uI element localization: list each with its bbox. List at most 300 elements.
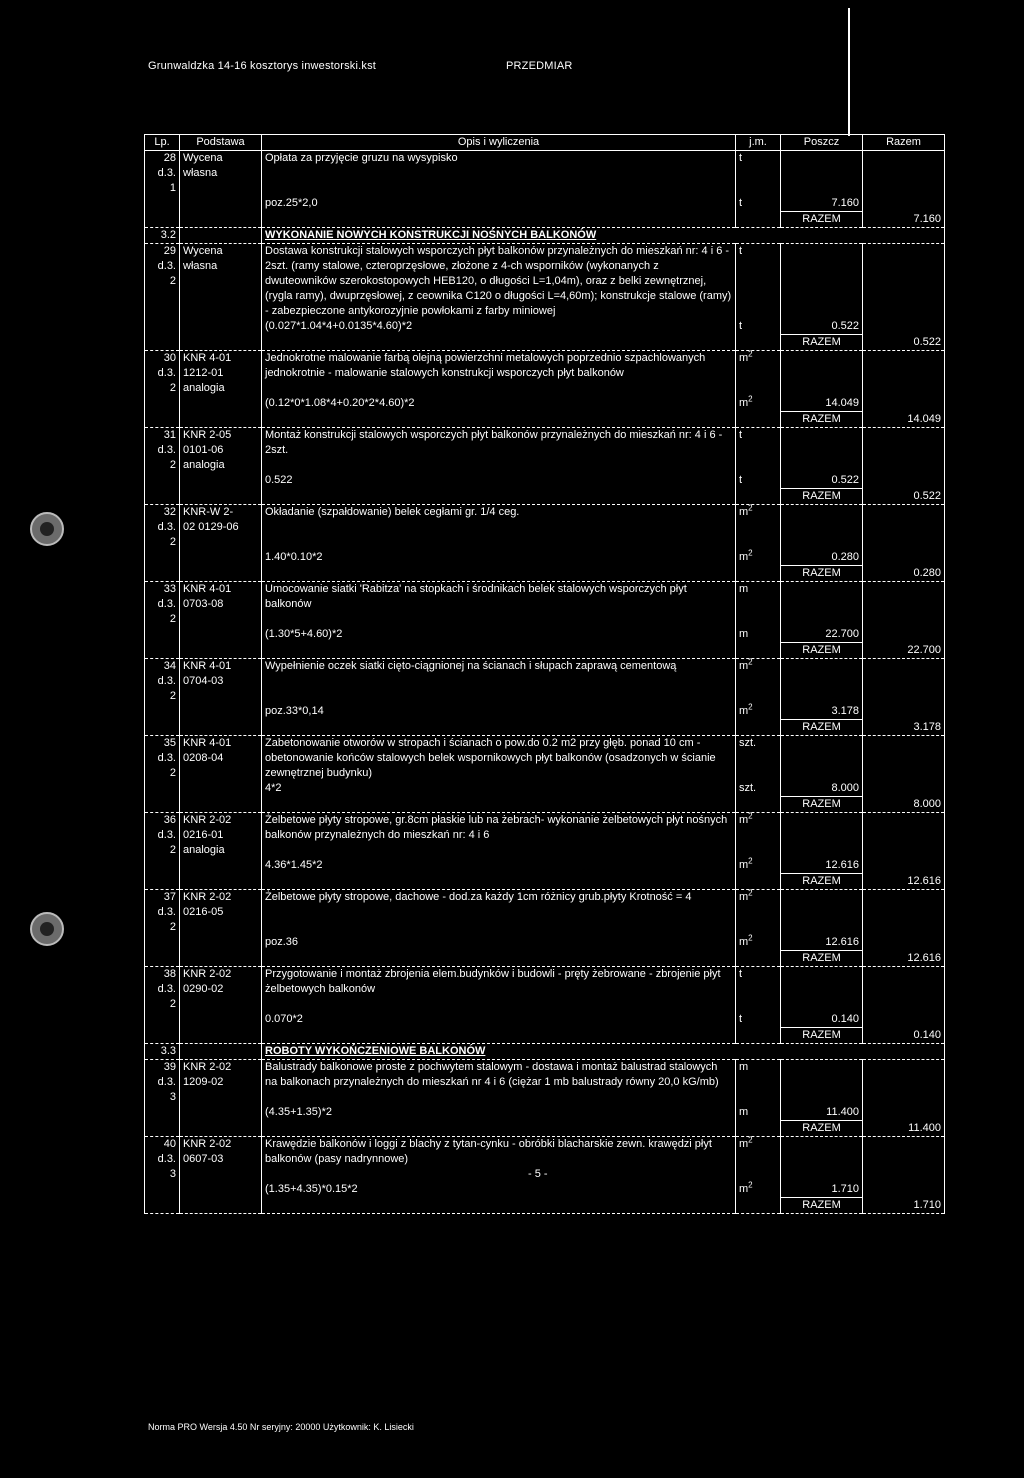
razem-label: RAZEM [781, 489, 863, 505]
col-header-poszcz: Poszcz [781, 135, 863, 151]
item-number [145, 151, 180, 197]
razem-spacer [180, 1028, 262, 1044]
item-basis-line: KNR 4-01 [183, 737, 232, 749]
item-basis-line: 0704-03 [183, 675, 224, 687]
item-unit: t [736, 151, 781, 197]
razem-value: 12.616 [863, 951, 945, 967]
razem-value: 22.700 [863, 643, 945, 659]
item-basis [180, 582, 262, 628]
calc-poszcz: 0.280 [781, 550, 863, 566]
item-description: Dostawa konstrukcji stalowych wsporczych płyt balkonów przynależnych do mieszkań nr: 4 i 6 - 2szt. (ramy stalowe, czteroprzęsłowe, złożone z 4-ch wsporników (wykonanych z dwuteowników szerokostopowych HEB120, o długości L=1,04m), oraz z belki zewnętrznej, (rygla ramy), dwuprzęsłowej, z ceownika C120 o długości L=4,60m); konstrukcje stalowe (ramy) - zabezpieczone antykorozyjnie powłokami z farby miniowej [262, 244, 736, 320]
item-basis-line: analogia [183, 382, 225, 394]
razem-spacer [262, 489, 736, 505]
item-number-line: 34 [163, 660, 176, 672]
razem-row [145, 1198, 945, 1214]
calc-poszcz: 12.616 [781, 935, 863, 951]
razem-value: 3.178 [863, 720, 945, 736]
item-unit: $m^2$ [736, 1137, 781, 1183]
item-number-line: 2 [169, 459, 176, 471]
table-row [145, 151, 945, 197]
calc-row [145, 858, 945, 874]
section-row [145, 1044, 945, 1060]
razem-spacer [262, 797, 736, 813]
item-basis-line: Wycena [183, 152, 223, 164]
calc-razem-empty [863, 781, 945, 797]
calc-razem-empty [863, 396, 945, 412]
calc-spacer [180, 1182, 262, 1198]
calc-spacer [145, 196, 180, 212]
item-number-line: d.3. [157, 675, 176, 687]
calc-spacer [145, 473, 180, 489]
item-basis-line: KNR 2-02 [183, 891, 232, 903]
table-row [145, 505, 945, 551]
razem-value: 8.000 [863, 797, 945, 813]
razem-row [145, 797, 945, 813]
razem-row [145, 643, 945, 659]
razem-value: 0.522 [863, 489, 945, 505]
item-number-line: 2 [169, 998, 176, 1010]
item-razem-empty [863, 244, 945, 320]
calc-formula: 4*2 [262, 781, 736, 797]
item-number-line: 2 [169, 767, 176, 779]
razem-label: RAZEM [781, 1028, 863, 1044]
item-description: Montaż konstrukcji stalowych wsporczych płyt balkonów przynależnych do mieszkań nr: 4 i 6 - 2szt. [262, 428, 736, 474]
item-razem-empty [863, 736, 945, 782]
section-title [262, 1044, 945, 1060]
superscript-two: 2 [748, 856, 753, 866]
superscript-two: 2 [748, 1135, 753, 1145]
table-row [145, 890, 945, 936]
item-basis-line: KNR 2-02 [183, 1138, 232, 1150]
superscript-two: 2 [748, 394, 753, 404]
superscript-two: 2 [748, 811, 753, 821]
razem-row [145, 874, 945, 890]
item-number-line: 28 [163, 152, 176, 164]
razem-spacer [145, 566, 180, 582]
section-title-text: ROBOTY WYKOŃCZENIOWE BALKONÓW [265, 1045, 486, 1057]
superscript-two: 2 [748, 349, 753, 359]
item-number [145, 659, 180, 705]
calc-row [145, 319, 945, 335]
item-unit: t [736, 428, 781, 474]
razem-spacer [145, 951, 180, 967]
calc-poszcz: 14.049 [781, 396, 863, 412]
item-basis-line: 0216-05 [183, 906, 224, 918]
item-basis-line: 0216-01 [183, 829, 224, 841]
section-row [145, 228, 945, 244]
razem-spacer [180, 335, 262, 351]
item-basis-line: KNR 4-01 [183, 660, 232, 672]
razem-spacer [180, 874, 262, 890]
item-poszcz-empty [781, 736, 863, 782]
calc-unit: $m^2$ [736, 396, 781, 412]
item-razem-empty [863, 1137, 945, 1183]
razem-spacer [145, 489, 180, 505]
razem-row [145, 489, 945, 505]
item-number-line: 2 [169, 844, 176, 856]
razem-value: 12.616 [863, 874, 945, 890]
item-number-line: 37 [163, 891, 176, 903]
calc-unit: $m^2$ [736, 704, 781, 720]
item-razem-empty [863, 428, 945, 474]
razem-spacer [180, 489, 262, 505]
item-number [145, 967, 180, 1013]
razem-spacer [736, 951, 781, 967]
item-basis [180, 967, 262, 1013]
razem-value: 0.280 [863, 566, 945, 582]
item-number-line: d.3. [157, 167, 176, 179]
razem-spacer [145, 1198, 180, 1214]
razem-spacer [736, 874, 781, 890]
table-row [145, 428, 945, 474]
item-basis-line: analogia [183, 844, 225, 856]
item-number-line: d.3. [157, 983, 176, 995]
section-spacer [180, 1044, 262, 1060]
item-number [145, 1137, 180, 1183]
calc-spacer [180, 196, 262, 212]
item-number-line: 3 [169, 1091, 176, 1103]
item-basis-line: 0290-02 [183, 983, 224, 995]
calc-formula: 1.40*0.10*2 [262, 550, 736, 566]
razem-spacer [262, 412, 736, 428]
calc-poszcz: 0.522 [781, 473, 863, 489]
section-title [262, 228, 945, 244]
calc-spacer [180, 704, 262, 720]
calc-row [145, 473, 945, 489]
razem-spacer [262, 1028, 736, 1044]
item-razem-empty [863, 890, 945, 936]
item-number-line: d.3. [157, 1153, 176, 1165]
software-footer: Norma PRO Wersja 4.50 Nr seryjny: 20000 Użytkownik: K. Lisiecki [148, 1422, 414, 1432]
item-description: Balustrady balkonowe proste z pochwytem stalowym - dostawa i montaż balustrad stalowych na balkonach przynależnych do mieszkań nr 4 i 6 (ciężar 1 mb balustrady równy 20,0 kG/mb) [262, 1060, 736, 1106]
calc-spacer [145, 858, 180, 874]
razem-spacer [262, 566, 736, 582]
calc-spacer [180, 781, 262, 797]
item-basis [180, 813, 262, 859]
item-basis-line: KNR-W 2- [183, 506, 234, 518]
item-basis-line: KNR 2-05 [183, 429, 232, 441]
calc-spacer [145, 781, 180, 797]
table-row [145, 813, 945, 859]
calc-razem-empty [863, 1105, 945, 1121]
razem-spacer [262, 212, 736, 228]
item-number-line: 30 [163, 352, 176, 364]
item-unit: szt. [736, 736, 781, 782]
razem-spacer [180, 797, 262, 813]
calc-spacer [180, 319, 262, 335]
razem-label: RAZEM [781, 720, 863, 736]
table-row [145, 1060, 945, 1106]
calc-spacer [145, 704, 180, 720]
razem-value: 7.160 [863, 212, 945, 228]
calc-razem-empty [863, 196, 945, 212]
item-razem-empty [863, 1060, 945, 1106]
calc-row [145, 781, 945, 797]
razem-spacer [180, 1121, 262, 1137]
calc-formula: poz.36 [262, 935, 736, 951]
razem-spacer [262, 874, 736, 890]
table-row [145, 244, 945, 320]
calc-unit: m [736, 627, 781, 643]
item-number-line: 2 [169, 382, 176, 394]
razem-spacer [262, 335, 736, 351]
razem-spacer [736, 1121, 781, 1137]
calc-poszcz: 22.700 [781, 627, 863, 643]
item-number-line: d.3. [157, 521, 176, 533]
razem-label: RAZEM [781, 643, 863, 659]
item-description: Jednokrotne malowanie farbą olejną powierzchni metalowych poprzednio szpachlowanych jednokrotnie - malowanie stalowych konstrukcji wsporczych płyt balkonów [262, 351, 736, 397]
razem-spacer [180, 212, 262, 228]
item-poszcz-empty [781, 813, 863, 859]
item-poszcz-empty [781, 890, 863, 936]
document-filename: Grunwaldzka 14-16 kosztorys inwestorski.kst [148, 60, 377, 72]
col-header-podstawa: Podstawa [180, 135, 262, 151]
table-header-row [145, 135, 945, 151]
item-basis-line: 0703-08 [183, 598, 224, 610]
section-title-text: WYKONANIE NOWYCH KONSTRUKCJI NOŚNYCH BALKONÓW [265, 229, 597, 241]
razem-label: RAZEM [781, 1198, 863, 1214]
section-number: 3.2 [145, 228, 180, 244]
item-razem-empty [863, 813, 945, 859]
item-description: Opłata za przyjęcie gruzu na wysypisko [262, 151, 736, 197]
calc-unit: $m^2$ [736, 1182, 781, 1198]
razem-spacer [736, 720, 781, 736]
item-number-line: 38 [163, 968, 176, 980]
razem-row [145, 1121, 945, 1137]
item-basis [180, 244, 262, 320]
item-description: Umocowanie siatki 'Rabitza' na stopkach i środnikach belek stalowych wsporczych płyt balkonów [262, 582, 736, 628]
razem-value: 11.400 [863, 1121, 945, 1137]
calc-spacer [180, 1105, 262, 1121]
item-basis-line: KNR 2-02 [183, 814, 232, 826]
item-number-line: 2 [169, 690, 176, 702]
calc-unit: t [736, 473, 781, 489]
calc-razem-empty [863, 319, 945, 335]
superscript-two: 2 [748, 657, 753, 667]
item-description: Krawędzie balkonów i loggi z blachy z tytan-cynku - obróbki blacharskie zewn. krawędzi płyt balkonów (pasy nadrynnowe) [262, 1137, 736, 1183]
item-number [145, 813, 180, 859]
razem-row [145, 212, 945, 228]
item-basis-line: 0607-03 [183, 1153, 224, 1165]
item-number-line: d.3. [157, 444, 176, 456]
calc-unit: t [736, 196, 781, 212]
item-number-line: 39 [163, 1061, 176, 1073]
item-razem-empty [863, 151, 945, 197]
calc-formula: poz.25*2,0 [262, 196, 736, 212]
item-number-line: d.3. [157, 260, 176, 272]
item-poszcz-empty [781, 967, 863, 1013]
razem-label: RAZEM [781, 951, 863, 967]
calc-row [145, 550, 945, 566]
item-number [145, 505, 180, 551]
razem-row [145, 412, 945, 428]
col-header-jm: j.m. [736, 135, 781, 151]
punch-hole-icon [30, 512, 64, 546]
item-number-line: 35 [163, 737, 176, 749]
calc-formula: (1.30*5+4.60)*2 [262, 627, 736, 643]
calc-spacer [145, 627, 180, 643]
calc-spacer [180, 1012, 262, 1028]
item-number-line: 32 [163, 506, 176, 518]
calc-row [145, 1012, 945, 1028]
superscript-two: 2 [748, 933, 753, 943]
calc-formula: (0.027*1.04*4+0.0135*4.60)*2 [262, 319, 736, 335]
item-number-line: d.3. [157, 598, 176, 610]
calc-spacer [180, 550, 262, 566]
razem-value: 1.710 [863, 1198, 945, 1214]
calc-spacer [145, 1012, 180, 1028]
col-header-lp: Lp. [145, 135, 180, 151]
item-number [145, 244, 180, 320]
razem-value: 0.140 [863, 1028, 945, 1044]
calc-unit: $m^2$ [736, 550, 781, 566]
calc-poszcz: 11.400 [781, 1105, 863, 1121]
superscript-two: 2 [748, 503, 753, 513]
calc-row [145, 196, 945, 212]
punch-hole-icon [30, 912, 64, 946]
item-basis [180, 890, 262, 936]
item-description: Zabetonowanie otworów w stropach i ścianach o pow.do 0.2 m2 przy głęb. ponad 10 cm - obetonowanie końców stalowych belek wspornikowych płyt balkonów (osadzonych w ścianie zewnętrznej budynku) [262, 736, 736, 782]
razem-spacer [145, 1028, 180, 1044]
item-basis-line: własna [183, 260, 218, 272]
item-description: Wypełnienie oczek siatki cięto-ciągnionej na ścianach i słupach zaprawą cementową [262, 659, 736, 705]
razem-row [145, 566, 945, 582]
item-razem-empty [863, 582, 945, 628]
razem-row [145, 951, 945, 967]
item-basis-line: 1209-02 [183, 1076, 224, 1088]
item-number-line: 40 [163, 1138, 176, 1150]
razem-spacer [736, 212, 781, 228]
razem-spacer [180, 720, 262, 736]
item-number [145, 428, 180, 474]
calc-spacer [180, 396, 262, 412]
razem-spacer [736, 1028, 781, 1044]
item-number-line: 36 [163, 814, 176, 826]
calc-row [145, 1182, 945, 1198]
calc-spacer [180, 858, 262, 874]
superscript-two: 2 [748, 1180, 753, 1190]
razem-spacer [145, 797, 180, 813]
item-number [145, 1060, 180, 1106]
calc-unit: szt. [736, 781, 781, 797]
section-number: 3.3 [145, 1044, 180, 1060]
item-unit: t [736, 967, 781, 1013]
scan-vertical-line [848, 8, 850, 136]
razem-spacer [145, 643, 180, 659]
calc-poszcz: 1.710 [781, 1182, 863, 1198]
table-body [145, 151, 945, 1214]
item-basis-line: 0208-04 [183, 752, 224, 764]
item-basis-line: KNR 2-02 [183, 1061, 232, 1073]
calc-poszcz: 12.616 [781, 858, 863, 874]
razem-label: RAZEM [781, 566, 863, 582]
razem-spacer [262, 951, 736, 967]
calc-poszcz: 7.160 [781, 196, 863, 212]
calc-formula: (4.35+1.35)*2 [262, 1105, 736, 1121]
item-basis-line: własna [183, 167, 218, 179]
calc-razem-empty [863, 935, 945, 951]
table-row [145, 582, 945, 628]
calc-formula: (0.12*0*1.08*4+0.20*2*4.60)*2 [262, 396, 736, 412]
razem-value: 0.522 [863, 335, 945, 351]
calc-razem-empty [863, 858, 945, 874]
item-poszcz-empty [781, 659, 863, 705]
table-row [145, 659, 945, 705]
item-unit: $m^2$ [736, 351, 781, 397]
page-number: - 5 - [528, 1168, 548, 1180]
item-basis-line: KNR 4-01 [183, 583, 232, 595]
calc-spacer [145, 396, 180, 412]
calc-razem-empty [863, 473, 945, 489]
calc-formula: (1.35+4.35)*0.15*2 [262, 1182, 736, 1198]
razem-label: RAZEM [781, 874, 863, 890]
item-basis [180, 505, 262, 551]
item-unit: t [736, 244, 781, 320]
col-header-razem: Razem [863, 135, 945, 151]
cost-estimate-table [144, 134, 945, 1214]
item-number-line: d.3. [157, 367, 176, 379]
calc-spacer [180, 935, 262, 951]
calc-row [145, 627, 945, 643]
razem-spacer [145, 412, 180, 428]
calc-razem-empty [863, 704, 945, 720]
razem-spacer [736, 412, 781, 428]
item-number-line: 2 [169, 921, 176, 933]
item-razem-empty [863, 967, 945, 1013]
item-basis-line: Wycena [183, 245, 223, 257]
item-number-line: d.3. [157, 1076, 176, 1088]
calc-razem-empty [863, 550, 945, 566]
calc-spacer [145, 319, 180, 335]
razem-spacer [262, 720, 736, 736]
calc-formula: poz.33*0,14 [262, 704, 736, 720]
item-description: Żelbetowe płyty stropowe, dachowe - dod.za każdy 1cm różnicy grub.płyty Krotność = 4 [262, 890, 736, 936]
item-number-line: 33 [163, 583, 176, 595]
calc-spacer [145, 935, 180, 951]
calc-razem-empty [863, 627, 945, 643]
item-unit: m [736, 1060, 781, 1106]
item-basis-line: 0101-06 [183, 444, 224, 456]
razem-row [145, 335, 945, 351]
calc-poszcz: 3.178 [781, 704, 863, 720]
item-unit: $m^2$ [736, 659, 781, 705]
calc-spacer [180, 627, 262, 643]
razem-spacer [180, 643, 262, 659]
calc-spacer [145, 550, 180, 566]
item-razem-empty [863, 659, 945, 705]
item-number-line: 1 [169, 182, 176, 194]
calc-spacer [145, 1182, 180, 1198]
calc-unit: t [736, 1012, 781, 1028]
calc-razem-empty [863, 1012, 945, 1028]
item-poszcz-empty [781, 351, 863, 397]
item-unit: $m^2$ [736, 505, 781, 551]
calc-row [145, 704, 945, 720]
razem-spacer [145, 212, 180, 228]
superscript-two: 2 [748, 548, 753, 558]
calc-row [145, 1105, 945, 1121]
calc-unit: m [736, 1105, 781, 1121]
item-unit: $m^2$ [736, 890, 781, 936]
item-number [145, 582, 180, 628]
item-basis-line: analogia [183, 459, 225, 471]
section-spacer [180, 228, 262, 244]
razem-spacer [145, 720, 180, 736]
item-number-line: 29 [163, 245, 176, 257]
item-poszcz-empty [781, 151, 863, 197]
razem-label: RAZEM [781, 412, 863, 428]
item-description: Przygotowanie i montaż zbrojenia elem.budynków i budowli - pręty żebrowane - zbrojenie płyt żelbetowych balkonów [262, 967, 736, 1013]
